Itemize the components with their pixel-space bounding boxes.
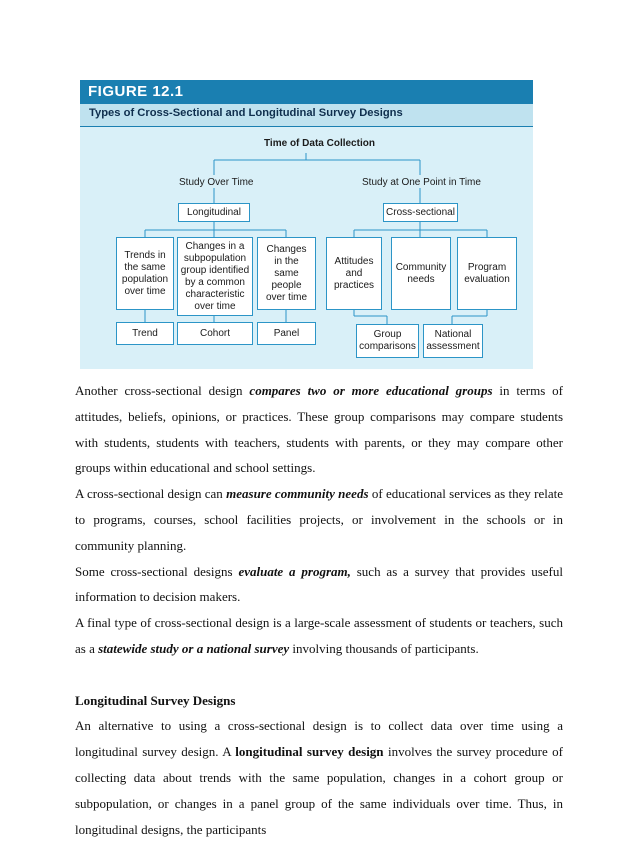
- program-evaluation-box: Program evaluation: [457, 237, 517, 310]
- paragraph-longitudinal: An alternative to using a cross-sectional design is to collect data over time using a longitudinal survey design. A longitudinal survey design involves the survey procedure of collecting data about trends with the same population, changes in a cohort group or subpopulation, or changes in a panel group of the same individuals over time. Thus, in longitudinal designs, the participants: [75, 718, 563, 837]
- paragraph-group-comparisons: Another cross-sectional design compares two or more educational groups in terms of attitudes, beliefs, opinions, or practices. These group comparisons may compare students with students, students with teachers, students with parents, or they may compare other groups within educational and school settings.: [75, 383, 563, 476]
- section-heading: Longitudinal Survey Designs: [75, 692, 236, 708]
- cohort-box: Cohort: [177, 322, 253, 345]
- paragraph-program-evaluation: Some cross-sectional designs evaluate a program, such as a survey that provides useful information to decision makers.: [75, 563, 563, 605]
- spacer: [75, 662, 563, 688]
- study-one-point-label: Study at One Point in Time: [362, 177, 481, 188]
- longitudinal-box: Longitudinal: [178, 203, 250, 222]
- study-over-time-label: Study Over Time: [179, 177, 254, 188]
- paragraph-national-assessment: A final type of cross-sectional design is a large-scale assessment of students or teachers, such as a statewide study or a national survey involving thousands of participants.: [75, 615, 563, 656]
- body-text: [75, 378, 563, 842]
- figure-title: Types of Cross-Sectional and Longitudinal Survey Designs: [89, 107, 403, 119]
- trends-desc-box: Trends in the same population over time: [116, 237, 174, 310]
- changes-subpopulation-desc-box: Changes in a subpopulation group identified by a common characteristic over time: [177, 237, 253, 316]
- group-comparisons-box: Group comparisons: [356, 324, 419, 358]
- national-assessment-box: National assessment: [423, 324, 483, 358]
- panel-box: Panel: [257, 322, 316, 345]
- figure-number: FIGURE 12.1: [88, 83, 184, 100]
- changes-same-people-desc-box: Changes in the same people over time: [257, 237, 316, 310]
- paragraph-community-needs: A cross-sectional design can measure community needs of educational services as they relate to programs, courses, school facilities projects, or involvement in the schools or in community planning.: [75, 486, 564, 553]
- figure-12-1: [80, 80, 533, 369]
- community-needs-box: Community needs: [391, 237, 451, 310]
- trend-box: Trend: [116, 322, 174, 345]
- attitudes-practices-box: Attitudes and practices: [326, 237, 382, 310]
- root-label: Time of Data Collection: [264, 138, 375, 149]
- cross-sectional-box: Cross-sectional: [383, 203, 458, 222]
